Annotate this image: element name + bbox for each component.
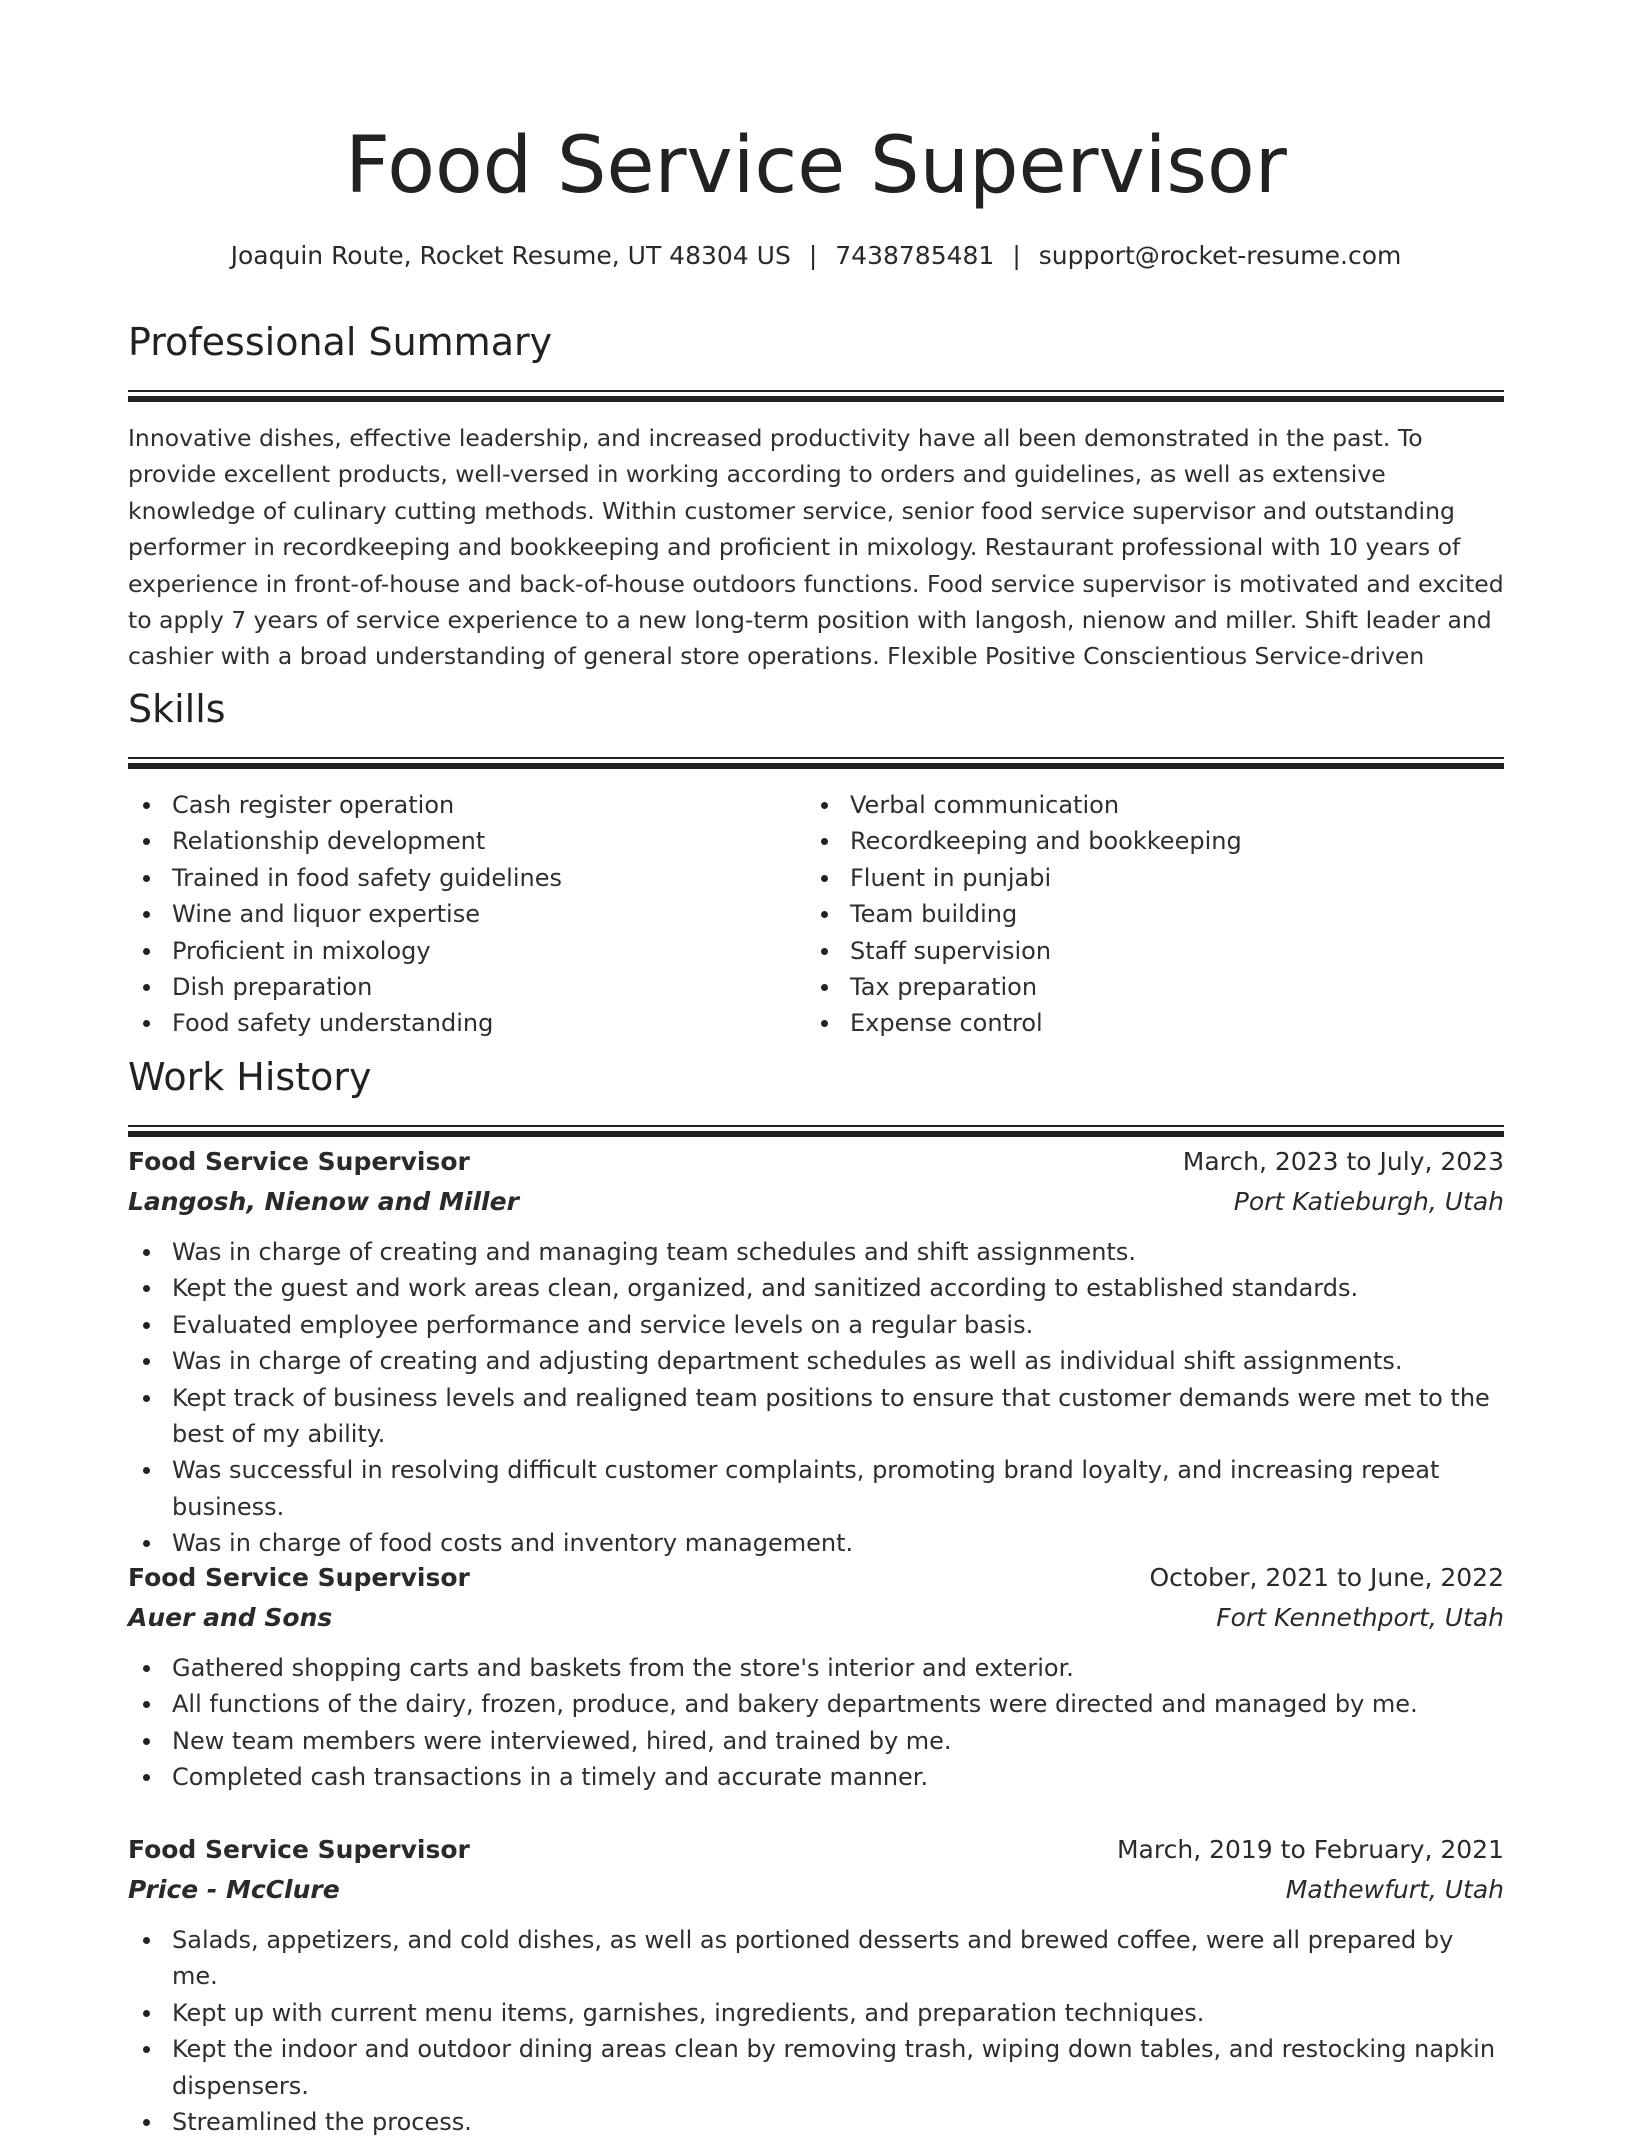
job-bullet: Gathered shopping carts and baskets from the store's interior and exterior. <box>128 1650 1504 1686</box>
work-history-section <box>128 1051 1504 1135</box>
skills-columns <box>128 787 1504 1042</box>
job-company-row <box>128 1182 1504 1222</box>
skill-item: Trained in food safety guidelines <box>128 860 806 896</box>
job-location: Mathewfurt, Utah <box>1285 1875 1504 1904</box>
contact-email: support@rocket-resume.com <box>1038 241 1402 270</box>
job-bullet: Evaluated employee performance and service levels on a regular basis. <box>128 1307 1504 1343</box>
job-dates: March, 2019 to February, 2021 <box>1116 1835 1504 1864</box>
contact-address: Joaquin Route, Rocket Resume, UT 48304 US <box>230 241 791 270</box>
resume-name: Food Service Supervisor <box>345 121 1287 211</box>
job-bullet: Streamlined the process. <box>128 2104 1504 2140</box>
skill-item: Food safety understanding <box>128 1005 806 1041</box>
contact-phone: 7438785481 <box>835 241 995 270</box>
skill-item: Wine and liquor expertise <box>128 896 806 932</box>
job-header-row <box>128 1830 1504 1870</box>
job-bullet: Completed cash transactions in a timely and accurate manner. <box>128 1759 1504 1795</box>
job-company-row <box>128 1598 1504 1638</box>
job-header-row <box>128 1558 1504 1598</box>
job-dates: March, 2023 to July, 2023 <box>1182 1147 1504 1176</box>
job-bullet: Kept the indoor and outdoor dining areas clean by removing trash, wiping down tables, and restocking napkin dispensers. <box>128 2031 1504 2104</box>
skill-item: Verbal communication <box>806 787 1484 823</box>
skill-item: Dish preparation <box>128 969 806 1005</box>
job-bullet: Was in charge of creating and managing team schedules and shift assignments. <box>128 1234 1504 1270</box>
job-company-row <box>128 1870 1504 1910</box>
skill-item: Expense control <box>806 1005 1484 1041</box>
summary-text: Innovative dishes, effective leadership, and increased productivity have all been demonstrated in the past. To provide excellent products, well-versed in working according to orders and guidelines, as well as extensive knowledge of culinary cutting methods. Within customer service, senior food service supervisor and outstanding performer in recordkeeping and bookkeeping and proficient in mixology. Restaurant professional with 10 years of experience in front-of-house and back-of-house outdoors functions. Food service supervisor is motivated and excited to apply 7 years of service experience to a new long-term position with langosh, nienow and miller. Shift leader and cashier with a broad understanding of general store operations. Flexible Positive Conscientious Service-driven <box>128 424 1504 671</box>
contact-separator: | <box>808 241 818 270</box>
job-bullet: New team members were interviewed, hired, and trained by me. <box>128 1723 1504 1759</box>
job-location: Port Katieburgh, Utah <box>1233 1187 1504 1216</box>
job-bullet: Was in charge of food costs and inventory management. <box>128 1525 1504 1561</box>
job-bullet: Kept up with current menu items, garnishes, ingredients, and preparation techniques. <box>128 1995 1504 2031</box>
job-company: Auer and Sons <box>128 1603 333 1632</box>
job-location: Fort Kennethport, Utah <box>1216 1603 1504 1632</box>
section-divider <box>128 1125 1504 1135</box>
skill-item: Relationship development <box>128 823 806 859</box>
job-company: Langosh, Nienow and Miller <box>128 1187 519 1216</box>
work-history-heading: Work History <box>128 1055 372 1099</box>
skills-section <box>128 683 1504 1042</box>
skill-item: Tax preparation <box>806 969 1484 1005</box>
section-divider <box>128 390 1504 400</box>
skill-item: Staff supervision <box>806 933 1484 969</box>
job-bullet: Was in charge of creating and adjusting department schedules as well as individual shift assignments. <box>128 1343 1504 1379</box>
job-bullet: Was successful in resolving difficult customer complaints, promoting brand loyalty, and increasing repeat business. <box>128 1452 1504 1525</box>
summary-section <box>128 316 1504 675</box>
job-entry <box>128 1142 1504 1562</box>
contact-separator: | <box>1012 241 1021 270</box>
skills-list-left <box>128 787 806 1042</box>
job-title: Food Service Supervisor <box>128 1147 470 1176</box>
skills-heading: Skills <box>128 687 226 731</box>
job-title: Food Service Supervisor <box>128 1835 470 1864</box>
contact-line <box>128 236 1504 276</box>
job-dates: October, 2021 to June, 2022 <box>1149 1563 1504 1592</box>
skill-item: Recordkeeping and bookkeeping <box>806 823 1484 859</box>
job-company: Price - McClure <box>128 1875 340 1904</box>
job-bullets <box>128 1650 1504 1796</box>
job-entry <box>128 1830 1504 2140</box>
job-bullet: Kept the guest and work areas clean, organized, and sanitized according to established standards. <box>128 1270 1504 1306</box>
job-bullets <box>128 1922 1504 2140</box>
skill-item: Team building <box>806 896 1484 932</box>
skills-list-right <box>806 787 1484 1042</box>
skill-item: Cash register operation <box>128 787 806 823</box>
summary-heading: Professional Summary <box>128 320 553 364</box>
job-bullets <box>128 1234 1504 1562</box>
job-entry <box>128 1558 1504 1796</box>
job-bullet: Salads, appetizers, and cold dishes, as well as portioned desserts and brewed coffee, were all prepared by me. <box>128 1922 1504 1995</box>
job-bullet: Kept track of business levels and realigned team positions to ensure that customer demands were met to the best of my ability. <box>128 1380 1504 1453</box>
job-header-row <box>128 1142 1504 1182</box>
section-divider <box>128 757 1504 767</box>
skill-item: Fluent in punjabi <box>806 860 1484 896</box>
job-bullet: All functions of the dairy, frozen, produce, and bakery departments were directed and managed by me. <box>128 1686 1504 1722</box>
skill-item: Proficient in mixology <box>128 933 806 969</box>
job-title: Food Service Supervisor <box>128 1563 470 1592</box>
